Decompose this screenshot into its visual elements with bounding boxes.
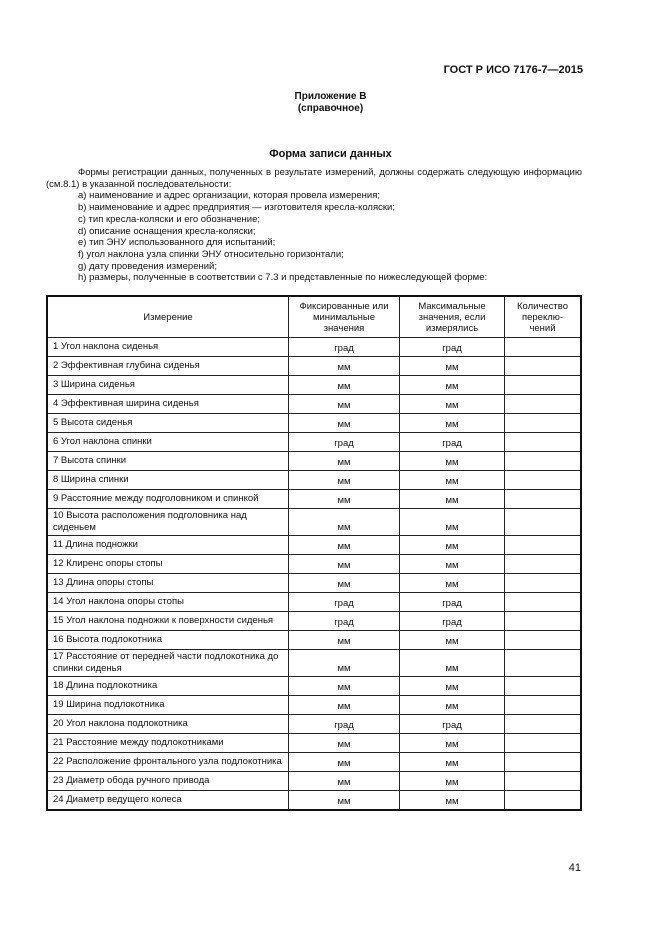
- table-row: [47, 612, 581, 631]
- table-row: [47, 650, 581, 677]
- min-value-cell: мм: [289, 772, 400, 791]
- min-value-cell: мм: [289, 650, 400, 677]
- table-row: [47, 376, 581, 395]
- switch-count-cell: [505, 612, 582, 631]
- measurement-cell: 16 Высота подлокотника: [47, 631, 289, 650]
- measurement-cell: 4 Эффективная ширина сиденья: [47, 395, 289, 414]
- min-value-cell: град: [289, 715, 400, 734]
- table-row: [47, 631, 581, 650]
- measurement-cell: 7 Высота спинки: [47, 452, 289, 471]
- measurement-cell: 13 Длина опоры стопы: [47, 574, 289, 593]
- switch-count-cell: [505, 593, 582, 612]
- table-row: [47, 734, 581, 753]
- max-value-cell: мм: [400, 357, 505, 376]
- table-row: [47, 753, 581, 772]
- max-value-cell: мм: [400, 536, 505, 555]
- list-item: f) угол наклона узла спинки ЭНУ относительно горизонтали;: [78, 248, 344, 260]
- min-value-cell: град: [289, 338, 400, 357]
- min-value-cell: мм: [289, 452, 400, 471]
- switch-count-cell: [505, 376, 582, 395]
- switch-count-cell: [505, 734, 582, 753]
- switch-count-cell: [505, 452, 582, 471]
- measurement-cell: 10 Высота расположения подголовника над сиденьем: [47, 509, 289, 536]
- switch-count-cell: [505, 490, 582, 509]
- max-value-cell: мм: [400, 414, 505, 433]
- measurement-cell: 9 Расстояние между подголовником и спинкой: [47, 490, 289, 509]
- min-value-cell: град: [289, 612, 400, 631]
- max-value-cell: мм: [400, 574, 505, 593]
- table-row: [47, 509, 581, 536]
- measurement-cell: 20 Угол наклона подлокотника: [47, 715, 289, 734]
- max-value-cell: мм: [400, 509, 505, 536]
- switch-count-cell: [505, 555, 582, 574]
- switch-count-cell: [505, 433, 582, 452]
- switch-count-cell: [505, 536, 582, 555]
- measurement-cell: 19 Ширина подлокотника: [47, 696, 289, 715]
- max-value-cell: мм: [400, 452, 505, 471]
- min-value-cell: мм: [289, 357, 400, 376]
- min-value-cell: град: [289, 593, 400, 612]
- measurement-cell: 1 Угол наклона сиденья: [47, 338, 289, 357]
- measurement-cell: 15 Угол наклона подножки к поверхности сиденья: [47, 612, 289, 631]
- switch-count-cell: [505, 772, 582, 791]
- col-header: Количество переклю-чений: [505, 296, 582, 338]
- max-value-cell: мм: [400, 753, 505, 772]
- table-row: [47, 555, 581, 574]
- appendix-subtitle: (справочное): [297, 103, 364, 114]
- max-value-cell: град: [400, 433, 505, 452]
- switch-count-cell: [505, 338, 582, 357]
- table-row: [47, 395, 581, 414]
- measurement-cell: 22 Расположение фронтального узла подлокотника: [47, 753, 289, 772]
- max-value-cell: мм: [400, 696, 505, 715]
- intro-paragraph: Формы регистрации данных, полученных в результате измерений, должны содержать следующую информацию (см.8.1) в указанной последовательности:: [46, 167, 582, 190]
- min-value-cell: мм: [289, 509, 400, 536]
- measurement-cell: 23 Диаметр обода ручного привода: [47, 772, 289, 791]
- standard-header: ГОСТ Р ИСО 7176-7—2015: [443, 64, 583, 76]
- max-value-cell: град: [400, 338, 505, 357]
- table-row: [47, 433, 581, 452]
- measurement-cell: 11 Длина подножки: [47, 536, 289, 555]
- min-value-cell: мм: [289, 414, 400, 433]
- max-value-cell: мм: [400, 772, 505, 791]
- col-header: Фиксированные или минимальные значения: [289, 296, 400, 338]
- switch-count-cell: [505, 574, 582, 593]
- min-value-cell: мм: [289, 696, 400, 715]
- measurement-cell: 8 Ширина спинки: [47, 471, 289, 490]
- max-value-cell: град: [400, 593, 505, 612]
- table-row: [47, 471, 581, 490]
- table-row: [47, 574, 581, 593]
- page-number: 41: [568, 862, 581, 874]
- max-value-cell: мм: [400, 395, 505, 414]
- max-value-cell: мм: [400, 650, 505, 677]
- table-row: [47, 452, 581, 471]
- data-form-table: [46, 295, 582, 811]
- list-item: d) описание оснащения кресла-коляски;: [78, 225, 256, 237]
- measurement-cell: 3 Ширина сиденья: [47, 376, 289, 395]
- table-row: [47, 696, 581, 715]
- min-value-cell: мм: [289, 395, 400, 414]
- max-value-cell: мм: [400, 791, 505, 811]
- min-value-cell: мм: [289, 574, 400, 593]
- max-value-cell: мм: [400, 677, 505, 696]
- switch-count-cell: [505, 753, 582, 772]
- switch-count-cell: [505, 715, 582, 734]
- switch-count-cell: [505, 696, 582, 715]
- min-value-cell: мм: [289, 791, 400, 811]
- switch-count-cell: [505, 471, 582, 490]
- table-row: [47, 490, 581, 509]
- max-value-cell: град: [400, 612, 505, 631]
- list-item: e) тип ЭНУ использованного для испытаний;: [78, 237, 276, 249]
- measurement-cell: 21 Расстояние между подлокотниками: [47, 734, 289, 753]
- table-row: [47, 677, 581, 696]
- max-value-cell: град: [400, 715, 505, 734]
- max-value-cell: мм: [400, 471, 505, 490]
- max-value-cell: мм: [400, 734, 505, 753]
- min-value-cell: мм: [289, 734, 400, 753]
- measurement-cell: 5 Высота сиденья: [47, 414, 289, 433]
- min-value-cell: мм: [289, 471, 400, 490]
- switch-count-cell: [505, 414, 582, 433]
- min-value-cell: мм: [289, 555, 400, 574]
- table-row: [47, 715, 581, 734]
- table-row: [47, 772, 581, 791]
- min-value-cell: мм: [289, 631, 400, 650]
- list-item: g) дату проведения измерений;: [78, 260, 217, 272]
- switch-count-cell: [505, 791, 582, 811]
- list-item: a) наименование и адрес организации, которая провела измерения;: [78, 190, 381, 202]
- max-value-cell: мм: [400, 555, 505, 574]
- measurement-cell: 2 Эффективная глубина сиденья: [47, 357, 289, 376]
- min-value-cell: мм: [289, 536, 400, 555]
- measurement-cell: 17 Расстояние от передней части подлокотника до спинки сиденья: [47, 650, 289, 677]
- list-item: b) наименование и адрес предприятия — изготовителя кресла-коляски;: [78, 202, 395, 214]
- measurement-cell: 18 Длина подлокотника: [47, 677, 289, 696]
- intro-block: [46, 167, 582, 284]
- min-value-cell: мм: [289, 490, 400, 509]
- measurement-cell: 14 Угол наклона опоры стопы: [47, 593, 289, 612]
- table-row: [47, 414, 581, 433]
- switch-count-cell: [505, 357, 582, 376]
- switch-count-cell: [505, 631, 582, 650]
- switch-count-cell: [505, 509, 582, 536]
- col-header: Измерение: [47, 296, 289, 338]
- max-value-cell: мм: [400, 631, 505, 650]
- min-value-cell: град: [289, 433, 400, 452]
- col-header: Максимальные значения, если измерялись: [400, 296, 505, 338]
- list-item: h) размеры, полученные в соответствии с 7.3 и представленные по нижеследующей форме:: [78, 272, 488, 284]
- switch-count-cell: [505, 677, 582, 696]
- section-title: Форма записи данных: [269, 148, 392, 160]
- table-row: [47, 536, 581, 555]
- max-value-cell: мм: [400, 490, 505, 509]
- list-item: c) тип кресла-коляски и его обозначение;: [78, 213, 261, 225]
- measurement-cell: 24 Диаметр ведущего колеса: [47, 791, 289, 811]
- max-value-cell: мм: [400, 376, 505, 395]
- measurement-cell: 6 Угол наклона спинки: [47, 433, 289, 452]
- table-row: [47, 791, 581, 811]
- table-row: [47, 593, 581, 612]
- table-row: [47, 338, 581, 357]
- table-row: [47, 357, 581, 376]
- min-value-cell: мм: [289, 677, 400, 696]
- min-value-cell: мм: [289, 376, 400, 395]
- measurement-cell: 12 Клиренс опоры стопы: [47, 555, 289, 574]
- min-value-cell: мм: [289, 753, 400, 772]
- switch-count-cell: [505, 395, 582, 414]
- appendix-title: Приложение В: [294, 91, 367, 102]
- switch-count-cell: [505, 650, 582, 677]
